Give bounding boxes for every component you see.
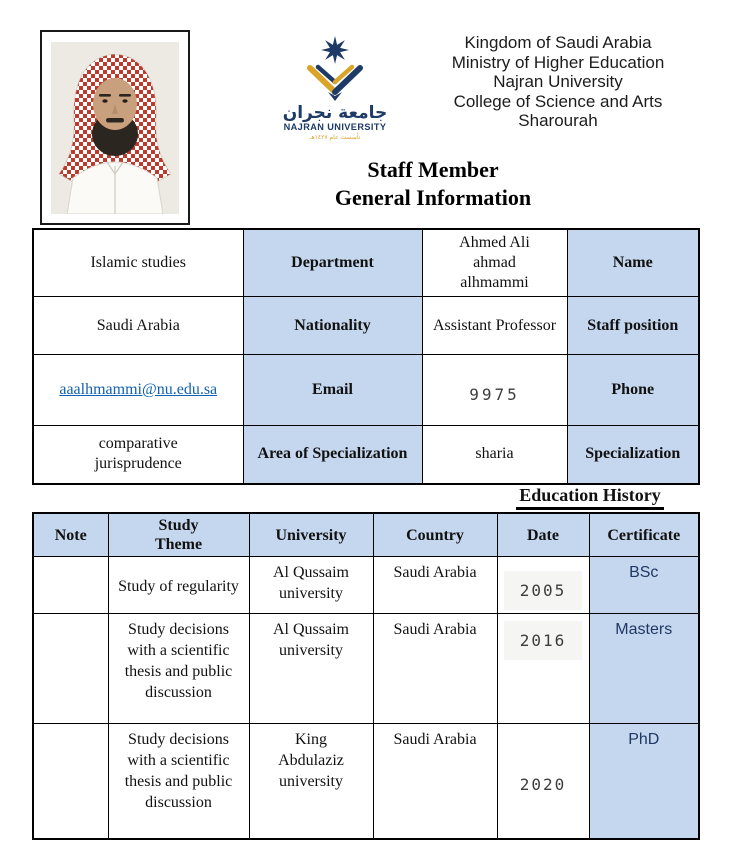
nationality-value: Saudi Arabia [33,297,243,355]
org-line-college: College of Science and Arts [453,91,663,111]
education-history-heading [470,485,710,510]
country-cell: Saudi Arabia [373,557,497,614]
header-note: Note [33,513,108,557]
logo-founding-text: تأسست عام ١٤٢٧هـ [309,134,361,141]
logo-chevrons [310,67,360,101]
department-label: Department [243,229,422,297]
note-cell [33,557,108,614]
area-specialization-label: Area of Specialization [243,426,422,484]
name-value-text: Ahmed Ali ahmad alhmammi [459,234,530,291]
logo-arabic-name: جامعة نجران [282,103,388,123]
study-theme-cell: Study of regularity [108,557,249,614]
org-line-kingdom: Kingdom of Saudi Arabia [464,33,652,52]
page-title [168,156,698,212]
star-icon [321,36,349,64]
university-cell: Al Qussaim university [249,557,373,614]
staff-position-label: Staff position [567,297,699,355]
header-certificate: Certificate [589,513,699,557]
study-theme-cell: Study decisions with a scientific thesis and public discussion [108,614,249,724]
date-value: 2020 [519,775,567,794]
education-row-bsc [33,557,699,614]
header-study-theme [108,513,249,557]
header-university: University [249,513,373,557]
specialization-label: Specialization [567,426,699,484]
phone-label: Phone [567,355,699,426]
note-cell [33,724,108,839]
nationality-label: Nationality [243,297,422,355]
area-specialization-value [33,426,243,484]
logo-latin-name: NAJRAN UNIVERSITY [283,122,387,132]
header-date: Date [497,513,589,557]
page-title-line2: General Information [334,185,532,210]
staff-position-value: Assistant Professor [422,297,567,355]
specialization-value: sharia [422,426,567,484]
date-value: 2016 [504,621,582,660]
education-history-table [32,512,700,840]
org-line-ministry: Ministry of Higher Education [451,52,665,72]
date-value: 2005 [504,571,582,610]
department-value: Islamic studies [33,229,243,297]
university-text: King Abdulaziz university [278,731,344,790]
university-cell [249,724,373,839]
date-cell [497,614,589,724]
staff-photo [51,42,179,214]
header-study-theme-text: Study Theme [154,517,203,553]
name-value [422,229,567,297]
org-line-university: Najran University [493,72,623,91]
education-header-row [33,513,699,557]
org-header [408,33,708,131]
name-label: Name [567,229,699,297]
email-label: Email [243,355,422,426]
university-cell: Al Qussaim university [249,614,373,724]
date-cell [497,557,589,614]
page-title-line1: Staff Member [367,157,499,182]
header-country: Country [373,513,497,557]
country-cell: Saudi Arabia [373,724,497,839]
area-specialization-text: comparative jurisprudence [94,435,182,473]
org-line-city: Sharourah [518,111,598,130]
country-cell: Saudi Arabia [373,614,497,724]
university-logo [270,34,400,142]
certificate-cell: PhD [589,724,699,839]
general-info-table [32,228,700,485]
email-link[interactable]: aaalhmammi@nu.edu.sa [59,381,218,398]
date-cell [497,724,589,839]
certificate-cell: BSc [589,557,699,614]
education-history-heading-text: Education History [516,485,664,510]
study-theme-cell: Study decisions with a scientific thesis and public discussion [108,724,249,839]
certificate-cell: Masters [589,614,699,724]
education-row-phd [33,724,699,839]
email-value [33,355,243,426]
phone-value: 9975 [422,355,567,426]
note-cell [33,614,108,724]
education-row-masters [33,614,699,724]
